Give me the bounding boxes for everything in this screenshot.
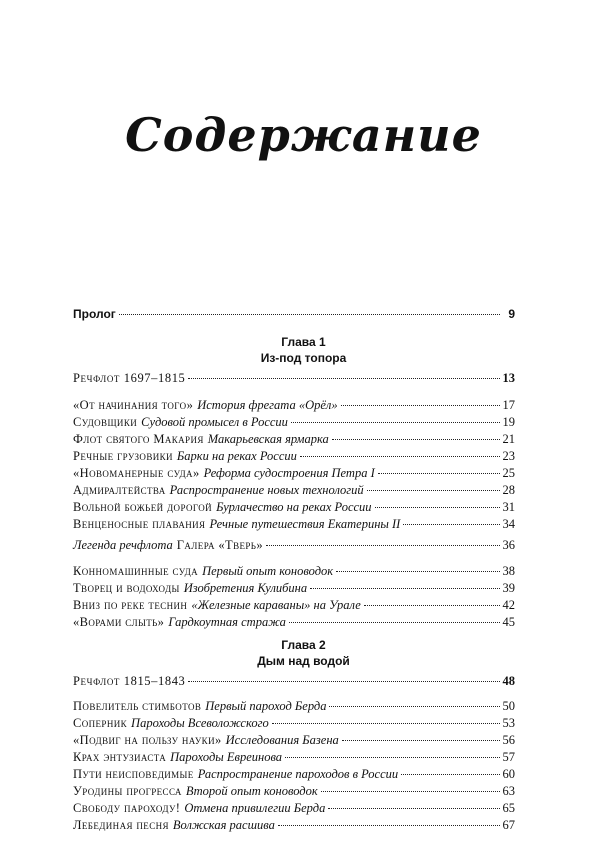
toc-entry-title: «Новоманерные суда» bbox=[73, 466, 200, 480]
toc-entry-title: Флот святого Макария bbox=[73, 432, 204, 446]
toc-entry-title: Пути неисповедимые bbox=[73, 767, 194, 781]
toc-entry-subtitle: Бурлачество на реках России bbox=[216, 500, 372, 514]
toc-entry-subtitle: Волжская расшива bbox=[172, 818, 275, 832]
toc-entry-page: 25 bbox=[502, 466, 515, 480]
toc-entry-title: Свободу пароходу! bbox=[73, 801, 181, 815]
toc-entry-subtitle: Отмена привилегии Берда bbox=[184, 801, 326, 815]
toc-entry-page: 45 bbox=[502, 615, 515, 629]
toc-entry-title: Галера «Тверь» bbox=[176, 538, 263, 552]
dot-leader bbox=[329, 706, 499, 707]
toc-entry[interactable] bbox=[73, 597, 515, 613]
toc-entry-page: 60 bbox=[502, 767, 515, 781]
toc-entry-title: «Подвиг на пользу науки» bbox=[73, 733, 222, 747]
toc-entry-title: Адмиралтейства bbox=[73, 483, 166, 497]
dot-leader bbox=[328, 808, 499, 809]
toc-entry-subtitle: Гардкоутная стража bbox=[168, 615, 286, 629]
toc-entry[interactable] bbox=[73, 783, 515, 799]
toc-entry-page: 9 bbox=[508, 307, 515, 321]
toc-entry[interactable] bbox=[73, 817, 515, 833]
toc-entry-page: 48 bbox=[502, 674, 515, 688]
toc-entry-page: 13 bbox=[502, 371, 515, 385]
toc-entry[interactable] bbox=[73, 499, 515, 515]
toc-entry-subtitle: История фрегата «Орёл» bbox=[197, 398, 338, 412]
dot-leader bbox=[278, 825, 500, 826]
dot-leader bbox=[310, 588, 499, 589]
toc-entry-page: 39 bbox=[502, 581, 515, 595]
toc-entry-title: Пролог bbox=[73, 307, 116, 321]
toc-entry-subtitle: Макарьевская ярмарка bbox=[207, 432, 329, 446]
toc-entry-page: 67 bbox=[502, 818, 515, 832]
toc-entry-page: 36 bbox=[502, 538, 515, 552]
toc-entry-page: 38 bbox=[502, 564, 515, 578]
toc-entry-title: «От начинания того» bbox=[73, 398, 194, 412]
toc-entry-subtitle: Реформа судостроения Петра I bbox=[203, 466, 375, 480]
toc-entry-title: Уродины прогресса bbox=[73, 784, 182, 798]
toc-entry-legend[interactable] bbox=[73, 537, 515, 553]
toc-entry-title: Вольной божьей дорогой bbox=[73, 500, 213, 514]
dot-leader bbox=[378, 473, 500, 474]
dot-leader bbox=[289, 622, 500, 623]
dot-leader bbox=[285, 757, 499, 758]
toc-entry[interactable] bbox=[73, 698, 515, 714]
dot-leader bbox=[300, 456, 500, 457]
dot-leader bbox=[403, 524, 499, 525]
page-title: Содержание bbox=[125, 108, 482, 162]
dot-leader bbox=[367, 490, 500, 491]
toc-entry[interactable] bbox=[73, 800, 515, 816]
toc-entry-title: Творец и водоходы bbox=[73, 581, 180, 595]
dot-leader bbox=[332, 439, 500, 440]
toc-entry[interactable] bbox=[73, 732, 515, 748]
toc-entry-subtitle: Легенда речфлота bbox=[73, 538, 173, 552]
toc-entry[interactable] bbox=[73, 448, 515, 464]
toc-entry-page: 34 bbox=[502, 517, 515, 531]
dot-leader bbox=[341, 405, 500, 406]
toc-entry-page: 28 bbox=[502, 483, 515, 497]
dot-leader bbox=[342, 740, 500, 741]
toc-part-2[interactable] bbox=[73, 673, 515, 689]
dot-leader bbox=[291, 422, 500, 423]
toc-entry[interactable] bbox=[73, 614, 515, 630]
dot-leader bbox=[364, 605, 500, 606]
dot-leader bbox=[188, 378, 499, 379]
dot-leader bbox=[119, 314, 500, 315]
toc-entry[interactable] bbox=[73, 563, 515, 579]
toc-entry-subtitle: Исследования Базена bbox=[225, 733, 339, 747]
toc-entry[interactable] bbox=[73, 580, 515, 596]
toc-entry-page: 57 bbox=[502, 750, 515, 764]
chapter-2-number: Глава 2 bbox=[281, 638, 326, 652]
toc-entry[interactable] bbox=[73, 482, 515, 498]
toc-entry-subtitle: Барки на реках России bbox=[176, 449, 297, 463]
toc-entry-title: Судовщики bbox=[73, 415, 138, 429]
toc-entry-subtitle: Пароходы Всеволожского bbox=[131, 716, 269, 730]
toc-entry-title: Конномашинные суда bbox=[73, 564, 199, 578]
toc-entry-prologue[interactable] bbox=[73, 306, 515, 322]
toc-entry-title: Лебединая песня bbox=[73, 818, 169, 832]
toc-entry-page: 50 bbox=[502, 699, 515, 713]
toc-entry-title: Повелитель стимботов bbox=[73, 699, 202, 713]
toc-entry-subtitle: Второй опыт коноводок bbox=[185, 784, 318, 798]
toc-entry-subtitle: Распространение новых технологий bbox=[169, 483, 364, 497]
dot-leader bbox=[401, 774, 499, 775]
toc-entry-title: Венценосные плавания bbox=[73, 517, 206, 531]
dot-leader bbox=[375, 507, 500, 508]
toc-entry-subtitle: Распространение пароходов в России bbox=[197, 767, 399, 781]
toc-entry-subtitle: Первый пароход Берда bbox=[205, 699, 327, 713]
dot-leader bbox=[188, 681, 499, 682]
toc-entry-subtitle: Речные путешествия Екатерины II bbox=[209, 517, 401, 531]
dot-leader bbox=[272, 723, 500, 724]
toc-entry-title: Соперник bbox=[73, 716, 128, 730]
chapter-1-number: Глава 1 bbox=[281, 335, 326, 349]
toc-entry-subtitle: Судовой промысел в России bbox=[141, 415, 288, 429]
toc-entry-subtitle: «Железные караваны» на Урале bbox=[191, 598, 361, 612]
toc-entry[interactable] bbox=[73, 414, 515, 430]
toc-entry-title: Вниз по реке теснин bbox=[73, 598, 188, 612]
toc-entry[interactable] bbox=[73, 465, 515, 481]
toc-entry-subtitle: Пароходы Евреинова bbox=[170, 750, 283, 764]
toc-entry-subtitle: Изобретения Кулибина bbox=[183, 581, 308, 595]
toc-entry-title: Речфлот 1815–1843 bbox=[73, 674, 186, 688]
toc-entry-title: «Ворами слыть» bbox=[73, 615, 165, 629]
toc-entry[interactable] bbox=[73, 715, 515, 731]
toc-entry-page: 42 bbox=[502, 598, 515, 612]
toc-entry[interactable] bbox=[73, 766, 515, 782]
toc-entry-page: 65 bbox=[502, 801, 515, 815]
dot-leader bbox=[321, 791, 500, 792]
toc-entry-page: 63 bbox=[502, 784, 515, 798]
chapter-2-name: Дым над водой bbox=[257, 654, 350, 668]
dot-leader bbox=[336, 571, 499, 572]
dot-leader bbox=[266, 545, 500, 546]
toc-entry[interactable] bbox=[73, 431, 515, 447]
toc-entry-page: 53 bbox=[502, 716, 515, 730]
toc-entry-page: 56 bbox=[502, 733, 515, 747]
toc-entry-title: Речные грузовики bbox=[73, 449, 173, 463]
toc-entry-page: 31 bbox=[502, 500, 515, 514]
toc-entry[interactable] bbox=[73, 749, 515, 765]
toc-entry-subtitle: Первый опыт коноводок bbox=[202, 564, 334, 578]
toc-entry-page: 19 bbox=[502, 415, 515, 429]
toc-entry[interactable] bbox=[73, 516, 515, 532]
toc-entry[interactable] bbox=[73, 397, 515, 413]
toc-part-1[interactable] bbox=[73, 370, 515, 386]
toc-entry-page: 21 bbox=[502, 432, 515, 446]
chapter-1-name: Из-под топора bbox=[260, 351, 347, 365]
toc-entry-title: Крах энтузиаста bbox=[73, 750, 167, 764]
toc-entry-page: 17 bbox=[502, 398, 515, 412]
toc-entry-page: 23 bbox=[502, 449, 515, 463]
toc-entry-title: Речфлот 1697–1815 bbox=[73, 371, 186, 385]
